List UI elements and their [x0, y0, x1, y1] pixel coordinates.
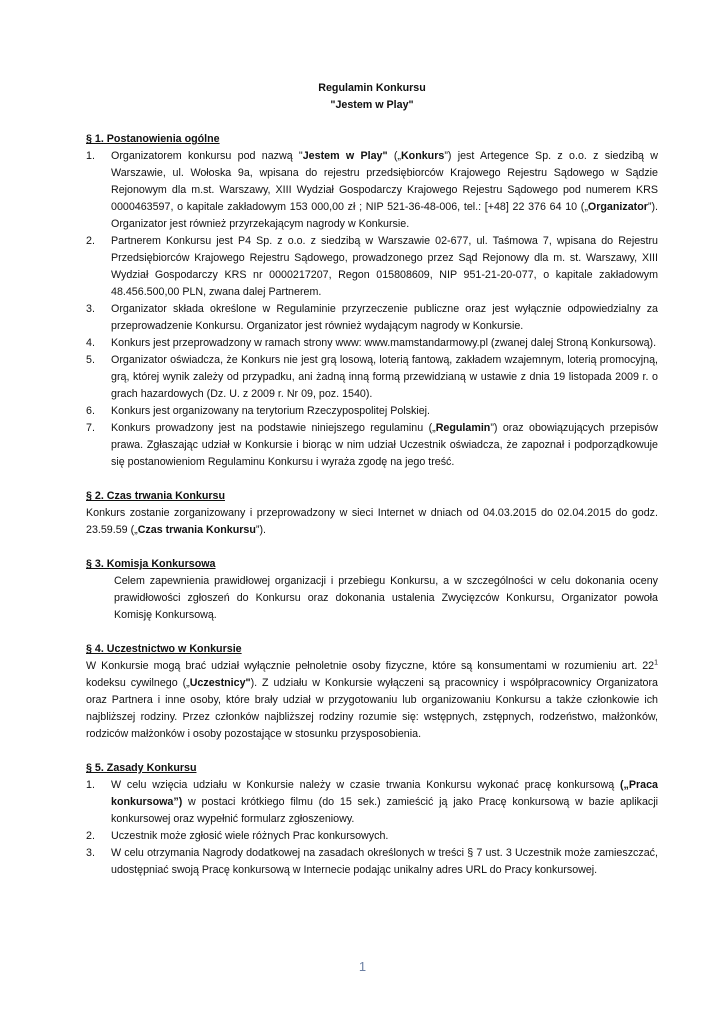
text-run: Konkurs jest organizowany na terytorium Rzeczypospolitej Polskiej. [111, 405, 430, 417]
list-item [86, 845, 658, 879]
section-5-list [86, 777, 658, 879]
item-number: 2. [86, 830, 95, 842]
item-text [111, 405, 430, 417]
text-run: ). Z udziału w Konkursie wyłączeni są pracownicy i współpracownicy Organizatora oraz Partnera i inne osoby, które brały udział w przygotowaniu lub organizowaniu Konkursu a także członkowie ich najbliższej rodziny. Przez członków najbliższej rodziny rozumie się: wstępnych, zstępnych, rodzeństwo, małżonków, rodziców małżonków i osoby pozostające w stosunku przysposobienia. [86, 677, 658, 740]
item-number: 1. [86, 150, 95, 162]
item-number: 6. [86, 405, 95, 417]
list-item [86, 777, 658, 828]
text-run: Konkurs jest przeprowadzony w ramach strony www: www.mamstandarmowy.pl (zwanej dalej Stroną Konkursową). [111, 337, 657, 349]
list-item [86, 828, 658, 845]
text-run: Konkurs zostanie zorganizowany i przeprowadzony w sieci Internet w dniach od 04.03.2015 do 02.04.2015 do godz. 23.59.59 („ [86, 507, 658, 536]
list-item [86, 148, 658, 233]
text-run: w postaci krótkiego filmu (do 15 sek.) zamieścić ją jako Pracę konkursową w bazie aplikacji konkursowej oraz wypełnić formularz zgłoszeniowy. [111, 796, 658, 825]
text-run: kodeksu cywilnego („ [86, 677, 190, 689]
item-text [111, 337, 656, 349]
list-item [86, 335, 658, 352]
item-number: 2. [86, 235, 95, 247]
text-run: ”) jest Artegence Sp. z o.o. z siedzibą w Warszawie, ul. Wołoska 9a, wpisana do rejestru przedsiębiorców Krajowego Rejestru Sądowego w Sądzie Rejonowym dla m.st. Warszawy, XIII Wydział Gospodarczy Krajowego Rejestru Sądowego pod numerem KRS 0000463597, o kapitale zakładowym 153 000,00 zł ; NIP 521-36-48-006, tel.: [+48] 22 376 64 10 („ [111, 150, 658, 213]
text-run: Organizator oświadcza, że Konkurs nie jest grą losową, loterią fantową, zakładem wzajemnym, loterią promocyjną, grą, której wynik zależy od przypadku, ani żadną inną formą przewidzianą w ustawie z dnia 19 listopada 2009 r. o grach hazardowych (Dz. U. z 2009 r. Nr 09, poz. 1540). [111, 354, 658, 400]
list-item [86, 352, 658, 403]
item-text [111, 422, 658, 468]
text-run: ”). [255, 524, 266, 536]
document-page [86, 80, 658, 879]
item-number: 3. [86, 303, 95, 315]
item-number: 1. [86, 779, 95, 791]
item-text [111, 303, 658, 332]
section-1-heading: § 1. Postanowienia ogólne [86, 133, 220, 145]
text-run: W Konkursie mogą brać udział wyłącznie pełnoletnie osoby fizyczne, które są konsumentami w rozumieniu art. 22 [86, 660, 655, 672]
text-run: ”). Organizator jest również przyrzekającym nagrody w Konkursie. [111, 201, 658, 230]
text-run: Konkurs prowadzony jest na podstawie niniejszego regulaminu („ [111, 422, 436, 434]
item-number: 3. [86, 847, 95, 859]
section-2-heading: § 2. Czas trwania Konkursu [86, 490, 225, 502]
bold-term: Jestem w Play" [302, 150, 388, 162]
item-text [111, 354, 658, 400]
section-5-heading: § 5. Zasady Konkursu [86, 762, 197, 774]
text-run: Organizatorem konkursu pod nazwą " [111, 150, 303, 162]
bold-term: („Praca konkursowa”) [111, 779, 658, 808]
text-run: Uczestnik może zgłosić wiele różnych Prac konkursowych. [111, 830, 389, 842]
superscript: 1 [654, 659, 658, 667]
list-item [86, 301, 658, 335]
text-run: Partnerem Konkursu jest P4 Sp. z o.o. z siedzibą w Warszawie 02-677, ul. Taśmowa 7, wpisana do Rejestru Przedsiębiorców Krajowego Rejestru Sądowego, prowadzonego przez Sąd Rejonowy dla m. st. Warszawy, XIII Wydział Gospodarczy KRS nr 0000217207, Regon 015808609, NIP 951-21-20-077, o kapitale zakładowym 48.456.500,00 PLN, zwana dalej Partnerem. [111, 235, 658, 298]
list-item [86, 420, 658, 471]
document-title: Regulamin Konkursu [318, 82, 426, 94]
section-2-text [86, 505, 658, 539]
section-3-heading: § 3. Komisja Konkursowa [86, 558, 216, 570]
item-number: 7. [86, 422, 95, 434]
list-item [86, 233, 658, 301]
page-number: 1 [358, 959, 367, 974]
item-text [111, 235, 658, 298]
item-text [111, 150, 658, 230]
document-subtitle: "Jestem w Play" [330, 99, 414, 111]
section-4-heading: § 4. Uczestnictwo w Konkursie [86, 643, 242, 655]
text-run: ”) oraz obowiązujących przepisów prawa. Zgłaszając udział w Konkursie i biorąc w nim udział Uczestnik oświadcza, że zapoznał i podporządkowuje się postanowieniom Regulaminu Konkursu i wyraża zgodę na jego treść. [111, 422, 658, 468]
item-text [111, 847, 658, 876]
text-run: („ [387, 150, 401, 162]
item-number: 5. [86, 354, 95, 366]
item-text [111, 830, 388, 842]
text-run: W celu otrzymania Nagrody dodatkowej na zasadach określonych w treści § 7 ust. 3 Uczestnik może zamieszczać, udostępniać swoją Pracę konkursową w Internecie podając unikalny adres URL do Pracy konkursowej. [111, 847, 658, 876]
bold-term: Regulamin [435, 422, 491, 434]
list-item [86, 403, 658, 420]
item-text [111, 779, 658, 825]
bold-term: Organizator [587, 201, 648, 213]
bold-term: Uczestnicy" [189, 677, 251, 689]
text-run: Organizator składa określone w Regulaminie przyrzeczenie publiczne oraz jest wyłącznie odpowiedzialny za przeprowadzenie Konkursu. Organizator jest również wydającym nagrody w Konkursie. [111, 303, 658, 332]
section-1-list [86, 148, 658, 471]
section-4-text [86, 658, 658, 743]
item-number: 4. [86, 337, 95, 349]
text-run: W celu wzięcia udziału w Konkursie należy w czasie trwania Konkursu wykonać pracę konkursową [111, 779, 620, 791]
bold-term: Czas trwania Konkursu [137, 524, 256, 536]
section-3-text: Celem zapewnienia prawidłowej organizacji i przebiegu Konkursu, a w szczególności w celu dokonania oceny prawidłowości zgłoszeń do Konkursu oraz dokonania ustalenia Zwycięzców Konkursu, Organizator powoła Komisję Konkursową. [114, 575, 658, 621]
bold-term: Konkurs [400, 150, 445, 162]
